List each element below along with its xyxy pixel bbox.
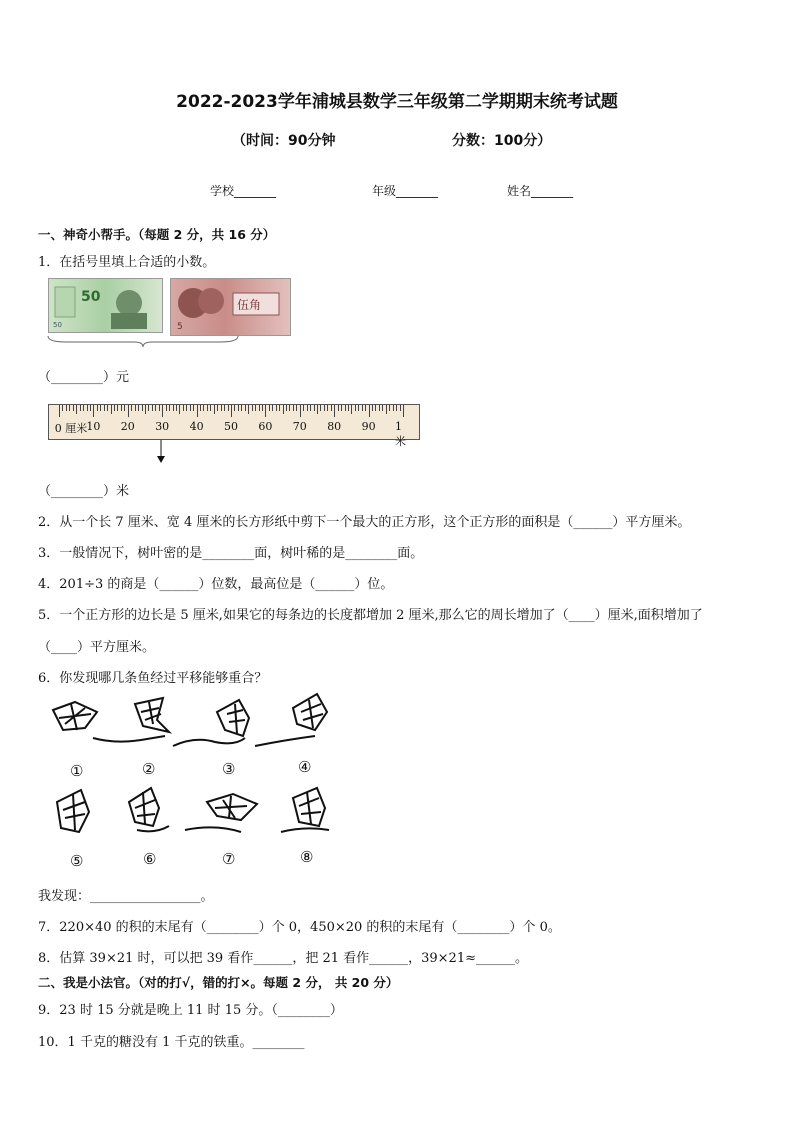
- ruler-tick: [179, 405, 180, 414]
- ruler-tick: [234, 405, 235, 411]
- ruler-tick: [324, 405, 325, 411]
- q1-answer-yuan[interactable]: （________）元: [38, 370, 130, 385]
- ruler-tick: [80, 405, 81, 411]
- question-4: 4．201÷3 的商是（______）位数，最高位是（______）位。: [38, 577, 394, 592]
- question-5-line2: （____）平方厘米。: [38, 640, 156, 655]
- ruler-tick: [245, 405, 246, 411]
- ruler-tick: [193, 405, 194, 411]
- ruler-tick: [272, 405, 273, 411]
- ruler-tick: [238, 405, 239, 411]
- ruler-tick: [104, 405, 105, 411]
- question-1: 1．在括号里填上合适的小数。: [38, 255, 216, 270]
- ruler-tick: [197, 405, 198, 417]
- ruler-tick: [255, 405, 256, 411]
- ruler-label: 40: [189, 420, 204, 433]
- question-6: 6．你发现哪几条鱼经过平移能够重合？: [38, 671, 268, 686]
- ruler-tick: [100, 405, 101, 411]
- ruler-label: 60: [258, 420, 273, 433]
- ruler-tick: [90, 405, 91, 411]
- ruler-tick: [214, 405, 215, 414]
- ruler-tick: [396, 405, 397, 411]
- ruler-tick: [111, 405, 112, 414]
- brace-icon: [46, 334, 240, 348]
- ruler-tick: [76, 405, 77, 414]
- ruler-tick: [228, 405, 229, 411]
- ruler-tick: [252, 405, 253, 411]
- ruler-tick: [341, 405, 342, 411]
- ruler-tick: [393, 405, 394, 411]
- ruler-tick: [107, 405, 108, 411]
- fish-number-5: ⑤: [70, 852, 84, 870]
- ruler-tick: [217, 405, 218, 411]
- fish-number-2: ②: [142, 760, 156, 778]
- ruler-label: 0 厘米: [54, 422, 88, 435]
- ruler-tick: [382, 405, 383, 411]
- ruler-tick: [152, 405, 153, 411]
- ruler-tick: [145, 405, 146, 414]
- question-10: 10．1 千克的糖没有 1 千克的铁重。________: [38, 1035, 305, 1050]
- grade-field[interactable]: 年级_______: [372, 184, 439, 198]
- ruler-tick: [241, 405, 242, 411]
- score-info: 分数：100分）: [452, 133, 552, 149]
- ruler-tick: [128, 405, 129, 417]
- ruler-tick: [66, 405, 67, 411]
- ruler-tick: [286, 405, 287, 411]
- fifty-yuan-note-image: [48, 278, 163, 333]
- question-3: 3．一般情况下，树叶密的是________面，树叶稀的是________面。: [38, 546, 424, 561]
- ruler-tick: [117, 405, 118, 411]
- ruler-tick: [87, 405, 88, 411]
- question-7: 7．220×40 的积的末尾有（________）个 0，450×20 的积的末尾有（________）个 0。: [38, 920, 561, 935]
- ruler-tick: [348, 405, 349, 411]
- ruler-tick: [221, 405, 222, 411]
- ruler-tick: [259, 405, 260, 411]
- ruler-tick: [369, 405, 370, 417]
- svg-text:50: 50: [53, 321, 62, 329]
- q6-answer[interactable]: 我发现：_________________。: [38, 889, 214, 904]
- ruler-tick: [114, 405, 115, 411]
- fish-number-1: ①: [70, 762, 84, 780]
- ruler-tick: [138, 405, 139, 411]
- fish-row1-icon: [45, 690, 345, 760]
- fish-row2-icon: [45, 782, 345, 852]
- ruler-tick: [310, 405, 311, 411]
- fish-number-4: ④: [298, 758, 312, 776]
- ruler-tick: [389, 405, 390, 411]
- question-8: 8．估算 39×21 时，可以把 39 看作______，把 21 看作______，39×21≈______。: [38, 951, 528, 966]
- ruler-tick: [248, 405, 249, 414]
- ruler-tick: [190, 405, 191, 411]
- ruler-tick: [334, 405, 335, 417]
- ruler-tick: [121, 405, 122, 411]
- five-jiao-note-image: [170, 278, 291, 336]
- ruler-tick: [314, 405, 315, 411]
- meter-ruler: [48, 404, 420, 448]
- fish-number-3: ③: [222, 760, 236, 778]
- ruler-tick: [135, 405, 136, 411]
- ruler-tick: [265, 405, 266, 417]
- ruler-tick: [142, 405, 143, 411]
- five-jiao-note-icon: [171, 279, 290, 335]
- ruler-tick: [358, 405, 359, 411]
- ruler-tick: [231, 405, 232, 417]
- ruler-tick: [365, 405, 366, 411]
- ruler-tick: [83, 405, 84, 411]
- ruler-tick: [338, 405, 339, 411]
- ruler-label: 70: [292, 420, 307, 433]
- ruler-tick: [345, 405, 346, 411]
- ruler-tick: [276, 405, 277, 411]
- question-2: 2．从一个长 7 厘米、宽 4 厘米的长方形纸中剪下一个最大的正方形，这个正方形的面积是（______）平方厘米。: [38, 515, 691, 530]
- ruler-tick: [362, 405, 363, 411]
- ruler-tick: [186, 405, 187, 411]
- ruler-tick: [375, 405, 376, 411]
- fish-number-7: ⑦: [222, 850, 236, 868]
- ruler-tick: [210, 405, 211, 411]
- ruler-tick: [355, 405, 356, 411]
- q1-answer-meter[interactable]: （________）米: [38, 484, 130, 499]
- ruler-tick: [207, 405, 208, 411]
- ruler-tick: [283, 405, 284, 414]
- ruler-tick: [69, 405, 70, 411]
- ruler-tick: [317, 405, 318, 414]
- svg-text:5: 5: [177, 322, 183, 332]
- ruler-tick: [379, 405, 380, 411]
- section2-heading: 二、我是小法官。（对的打√，错的打×。每题 2 分， 共 20 分）: [38, 975, 399, 990]
- ruler-tick: [159, 405, 160, 411]
- ruler-tick: [293, 405, 294, 411]
- ruler-tick: [131, 405, 132, 411]
- svg-text:50: 50: [81, 289, 101, 305]
- ruler-tick: [124, 405, 125, 411]
- ruler-tick: [155, 405, 156, 411]
- ruler-tick: [331, 405, 332, 411]
- ruler-label: 1米: [395, 420, 406, 448]
- ruler-tick: [224, 405, 225, 411]
- ruler-tick: [148, 405, 149, 411]
- question-5-line1: 5．一个正方形的边长是 5 厘米,如果它的每条边的长度都增加 2 厘米,那么它的周长增加了（____）厘米,面积增加了: [38, 608, 703, 623]
- fish-number-8: ⑧: [300, 848, 314, 866]
- ruler-label: 10: [86, 420, 101, 433]
- ruler-tick: [307, 405, 308, 411]
- ruler-tick: [162, 405, 163, 417]
- ruler-tick: [262, 405, 263, 411]
- ruler-tick: [173, 405, 174, 411]
- time-info: （时间：90分钟: [232, 133, 336, 149]
- name-field[interactable]: 姓名_______: [507, 184, 574, 198]
- ruler-tick: [73, 405, 74, 411]
- ruler-tick: [296, 405, 297, 411]
- ruler-tick: [200, 405, 201, 411]
- ruler-label: 90: [361, 420, 376, 433]
- ruler-tick: [62, 405, 63, 411]
- ruler-tick: [400, 405, 401, 411]
- ruler-tick: [303, 405, 304, 411]
- fifty-yuan-note-icon: [49, 279, 162, 332]
- ruler-tick: [279, 405, 280, 411]
- question-9: 9．23 时 15 分就是晚上 11 时 15 分。（________）: [38, 1003, 343, 1018]
- ruler-tick: [403, 405, 404, 417]
- svg-text:伍角: 伍角: [237, 298, 262, 312]
- ruler-tick: [327, 405, 328, 411]
- ruler-tick: [166, 405, 167, 411]
- ruler-tick: [93, 405, 94, 417]
- ruler-label: 80: [327, 420, 342, 433]
- ruler-tick: [203, 405, 204, 411]
- page-title: 2022-2023学年浦城县数学三年级第二学期期末统考试题: [176, 92, 618, 112]
- fish-number-6: ⑥: [143, 850, 157, 868]
- ruler-tick: [320, 405, 321, 411]
- ruler-tick: [372, 405, 373, 411]
- ruler-label: 30: [155, 420, 170, 433]
- ruler-label: 50: [224, 420, 238, 433]
- ruler-tick: [97, 405, 98, 411]
- ruler-tick: [176, 405, 177, 411]
- down-arrow-icon: [155, 440, 167, 464]
- ruler-tick: [183, 405, 184, 411]
- school-field[interactable]: 学校_______: [210, 184, 277, 198]
- ruler-tick: [351, 405, 352, 414]
- section1-heading: 一、神奇小帮手。（每题 2 分，共 16 分）: [38, 227, 276, 242]
- ruler-tick: [300, 405, 301, 417]
- ruler-tick: [269, 405, 270, 411]
- ruler-tick: [59, 405, 60, 417]
- ruler-tick: [289, 405, 290, 411]
- ruler-label: 20: [120, 420, 135, 433]
- ruler-tick: [386, 405, 387, 414]
- ruler-tick: [169, 405, 170, 411]
